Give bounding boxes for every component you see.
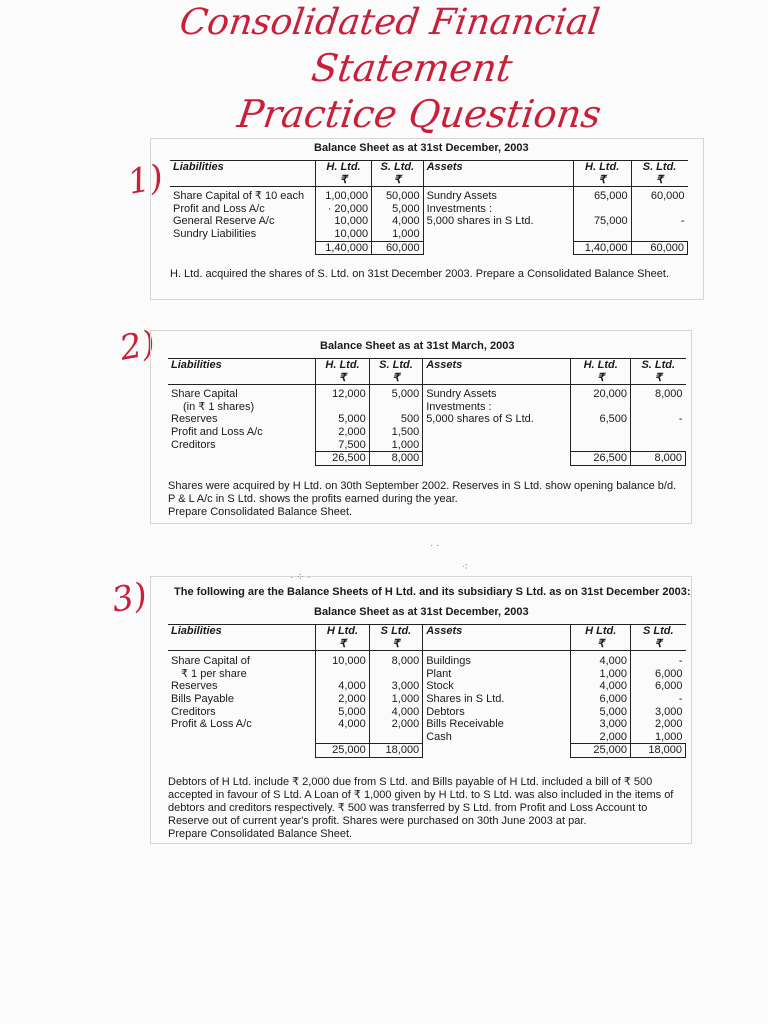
q2-liability-h: 2,000 bbox=[338, 425, 366, 438]
q1-liability-label: Profit and Loss A/c bbox=[173, 202, 265, 215]
q3-asset-s: 3,000 bbox=[654, 705, 683, 718]
q3-liability-s: 3,000 bbox=[391, 680, 420, 693]
q2-asset-s bbox=[634, 401, 683, 414]
q1-liability-s: 1,000 bbox=[392, 227, 420, 240]
q1-asset-label: Sundry Assets bbox=[426, 190, 497, 203]
q1-balance-sheet bbox=[170, 160, 688, 255]
q2-note: Shares were acquired by H Ltd. on 30th September 2002. Reserves in S Ltd. show opening balance b/d. P & L A/c in S Ltd. shows the profits earned during the year. bbox=[168, 480, 677, 505]
question-number-1: 1) bbox=[124, 157, 167, 203]
q3-note: Debtors of H Ltd. include ₹ 2,000 due from S Ltd. and Bills payable of H Ltd. included a bill of ₹ 500 accepted in favour of S Ltd. A Loan of ₹ 1,000 given by H Ltd. to S Ltd. was also included in the items of debtors and creditors respectively. ₹ 500 was transferred by S Ltd. from Profit and Loss Account to Reserve out of current year's profit. Shares were purchased on 30th June 2003 at par. bbox=[168, 776, 674, 827]
q3-balance-sheet bbox=[168, 624, 686, 758]
q1-note: H. Ltd. acquired the shares of S. Ltd. on 31st December 2003. Prepare a Consolidated Balance Sheet. bbox=[170, 268, 669, 280]
q1-asset-label: 5,000 shares in S Ltd. bbox=[426, 215, 534, 228]
q3-header-as-currency: ₹ bbox=[654, 637, 662, 650]
q3-total-ah: 25,000 bbox=[571, 744, 631, 758]
q2-liability-label: Creditors bbox=[171, 438, 216, 451]
q3-total-ls: 18,000 bbox=[369, 744, 422, 758]
q2-header-h-currency: ₹ bbox=[339, 371, 346, 384]
q3-asset-s: 6,000 bbox=[654, 680, 683, 693]
q3-liability-h: 5,000 bbox=[338, 705, 366, 718]
q3-liability-label: Profit & Loss A/c bbox=[171, 718, 252, 731]
q3-header-assets: Assets bbox=[423, 625, 571, 651]
q3-asset-s: 2,000 bbox=[654, 718, 683, 731]
q3-header-s: S Ltd. bbox=[380, 625, 412, 637]
q3-liability-h: 10,000 bbox=[332, 655, 366, 668]
scan-speck: · · bbox=[430, 540, 440, 551]
q3-asset-label: Stock bbox=[426, 680, 454, 693]
q2-header-s: S. Ltd. bbox=[379, 359, 413, 371]
q2-liability-h: 12,000 bbox=[332, 388, 366, 401]
q3-asset-h: 4,000 bbox=[599, 680, 627, 693]
q2-header-s-currency: ₹ bbox=[392, 371, 400, 384]
q2-header-liabilities: Liabilities bbox=[171, 359, 222, 371]
q1-liability-h: 10,000 bbox=[334, 227, 369, 240]
q2-liability-s: 500 bbox=[400, 413, 420, 426]
q1-header-assets: Assets bbox=[423, 161, 573, 187]
q1-total-ls: 60,000 bbox=[372, 241, 424, 255]
q3-asset-label: Shares in S Ltd. bbox=[426, 692, 505, 705]
q3-asset-h: 3,000 bbox=[599, 718, 627, 731]
q2-asset-label: Investments : bbox=[426, 400, 492, 413]
q2-balance-sheet bbox=[168, 358, 686, 466]
q2-liability-s: 1,000 bbox=[391, 438, 420, 451]
q1-total-ah: 1,40,000 bbox=[573, 241, 631, 255]
q1-asset-h: 75,000 bbox=[593, 215, 628, 228]
q3-header-liabilities: Liabilities bbox=[171, 625, 222, 637]
q3-liability-label: ₹ 1 per share bbox=[181, 667, 247, 680]
q2-liability-label: Profit and Loss A/c bbox=[171, 425, 263, 438]
q2-asset-h: 6,500 bbox=[599, 413, 627, 426]
q3-header-h: H Ltd. bbox=[326, 625, 359, 637]
q3-total-as: 18,000 bbox=[630, 744, 685, 758]
title-line-1: Consolidated Financial bbox=[177, 2, 603, 43]
q3-instruction: Prepare Consolidated Balance Sheet. bbox=[168, 828, 353, 840]
q2-caption: Balance Sheet as at 31st March, 2003 bbox=[320, 340, 515, 352]
q3-liability-h: 2,000 bbox=[338, 692, 366, 705]
q1-asset-s bbox=[635, 203, 685, 216]
q2-asset-h: 20,000 bbox=[593, 388, 627, 401]
q2-asset-s: - bbox=[678, 413, 683, 426]
q1-header-h: H. Ltd. bbox=[326, 161, 361, 173]
q2-liability-h bbox=[319, 401, 365, 414]
q3-liability-s bbox=[373, 668, 419, 681]
q1-asset-s: - bbox=[680, 215, 685, 228]
q3-header-s-currency: ₹ bbox=[392, 637, 400, 650]
q3-header-ah-currency: ₹ bbox=[597, 637, 605, 650]
scan-speck: · ⁘ · bbox=[290, 572, 311, 583]
q2-asset-label: 5,000 shares of S Ltd. bbox=[426, 413, 534, 426]
q2-liability-label: Share Capital bbox=[171, 388, 238, 401]
q3-header-h-currency: ₹ bbox=[339, 637, 346, 650]
q3-header-as: S Ltd. bbox=[642, 625, 674, 637]
q3-asset-label: Plant bbox=[426, 667, 452, 680]
q3-asset-label: Cash bbox=[426, 730, 452, 743]
q3-liability-s: 4,000 bbox=[391, 705, 420, 718]
q1-header-ah-currency: ₹ bbox=[598, 173, 606, 186]
q2-total-lh: 26,500 bbox=[316, 452, 369, 466]
q2-total-ls: 8,000 bbox=[369, 452, 422, 466]
q3-asset-h: 1,000 bbox=[599, 667, 627, 680]
q2-liability-h: 5,000 bbox=[338, 413, 366, 426]
q3-asset-label: Debtors bbox=[426, 705, 465, 718]
q3-asset-s: - bbox=[678, 655, 683, 668]
q1-header-s: S. Ltd. bbox=[380, 161, 415, 173]
q1-liability-h: · 20,000 bbox=[327, 202, 369, 215]
q3-caption: Balance Sheet as at 31st December, 2003 bbox=[314, 606, 529, 618]
q3-asset-s: 1,000 bbox=[654, 730, 683, 743]
q2-instruction: Prepare Consolidated Balance Sheet. bbox=[168, 506, 353, 518]
q3-liability-s: 8,000 bbox=[391, 655, 420, 668]
q1-liability-s: 50,000 bbox=[385, 190, 420, 203]
q2-header-ah-currency: ₹ bbox=[597, 371, 605, 384]
q3-asset-h: 2,000 bbox=[599, 730, 627, 743]
q1-asset-h bbox=[577, 203, 628, 216]
q2-header-as-currency: ₹ bbox=[654, 371, 662, 384]
q3-asset-s: 6,000 bbox=[654, 667, 683, 680]
q1-header-as: S. Ltd. bbox=[642, 161, 677, 173]
q1-asset-s: 60,000 bbox=[650, 190, 685, 203]
q3-asset-label: Bills Receivable bbox=[426, 718, 504, 731]
q2-header-h: H. Ltd. bbox=[325, 359, 360, 371]
q2-liability-s: 1,500 bbox=[391, 425, 420, 438]
q2-total-ah: 26,500 bbox=[571, 452, 631, 466]
question-number-2: 2) bbox=[116, 323, 159, 369]
q3-asset-h: 5,000 bbox=[599, 705, 627, 718]
q2-liability-s bbox=[373, 401, 419, 414]
q3-liability-label: Share Capital of bbox=[171, 655, 250, 668]
q1-liability-s: 4,000 bbox=[392, 215, 420, 228]
q1-total-as: 60,000 bbox=[631, 241, 687, 255]
q1-liability-h: 1,00,000 bbox=[325, 190, 369, 203]
q3-asset-h: 4,000 bbox=[599, 655, 627, 668]
q2-liability-s: 5,000 bbox=[391, 388, 420, 401]
q2-asset-label: Sundry Assets bbox=[426, 388, 497, 401]
q3-liability-label: Bills Payable bbox=[171, 692, 234, 705]
q3-liability-h: 4,000 bbox=[338, 680, 366, 693]
q3-total-lh: 25,000 bbox=[316, 744, 369, 758]
q1-header-h-currency: ₹ bbox=[340, 173, 347, 186]
q3-asset-s: - bbox=[678, 692, 683, 705]
q3-header-ah: H Ltd. bbox=[585, 625, 617, 637]
q1-liability-label: Share Capital of ₹ 10 each bbox=[173, 190, 305, 203]
q2-total-as: 8,000 bbox=[630, 452, 685, 466]
question-number-3: 3) bbox=[108, 575, 151, 621]
q3-liability-label: Creditors bbox=[171, 705, 216, 718]
q3-asset-h: 6,000 bbox=[599, 692, 627, 705]
q3-liability-h bbox=[319, 668, 365, 681]
q1-liability-h: 10,000 bbox=[334, 215, 369, 228]
scan-speck: ⁖ bbox=[462, 562, 468, 573]
title-line-2: Statement bbox=[308, 46, 516, 90]
q1-total-lh: 1,40,000 bbox=[315, 241, 371, 255]
q3-liability-label: Reserves bbox=[171, 680, 218, 693]
q2-liability-label: (in ₹ 1 shares) bbox=[183, 400, 255, 413]
q2-liability-label: Reserves bbox=[171, 413, 218, 426]
q1-header-liabilities: Liabilities bbox=[173, 161, 224, 173]
q1-caption: Balance Sheet as at 31st December, 2003 bbox=[314, 142, 529, 154]
q2-asset-h bbox=[574, 401, 627, 414]
q1-liability-s: 5,000 bbox=[392, 202, 420, 215]
q1-liability-label: General Reserve A/c bbox=[173, 215, 275, 228]
q3-intro: The following are the Balance Sheets of H Ltd. and its subsidiary S Ltd. as on 31st December 2003: bbox=[174, 586, 691, 598]
q2-header-ah: H. Ltd. bbox=[583, 359, 618, 371]
q2-header-as: S. Ltd. bbox=[641, 359, 676, 371]
q1-asset-h: 65,000 bbox=[593, 190, 628, 203]
q2-liability-h: 7,500 bbox=[338, 438, 366, 451]
q3-liability-s: 2,000 bbox=[391, 718, 420, 731]
q1-header-s-currency: ₹ bbox=[393, 173, 401, 186]
q3-asset-label: Buildings bbox=[426, 655, 471, 668]
q3-liability-s: 1,000 bbox=[391, 692, 420, 705]
q3-liability-h: 4,000 bbox=[338, 718, 366, 731]
q2-asset-s: 8,000 bbox=[654, 388, 683, 401]
q1-asset-label: Investments : bbox=[426, 202, 493, 215]
q1-header-as-currency: ₹ bbox=[656, 173, 664, 186]
q2-header-assets: Assets bbox=[423, 359, 571, 385]
q1-header-ah: H. Ltd. bbox=[585, 161, 620, 173]
q1-liability-label: Sundry Liabilities bbox=[173, 227, 257, 240]
title-line-3: Practice Questions bbox=[234, 92, 604, 136]
